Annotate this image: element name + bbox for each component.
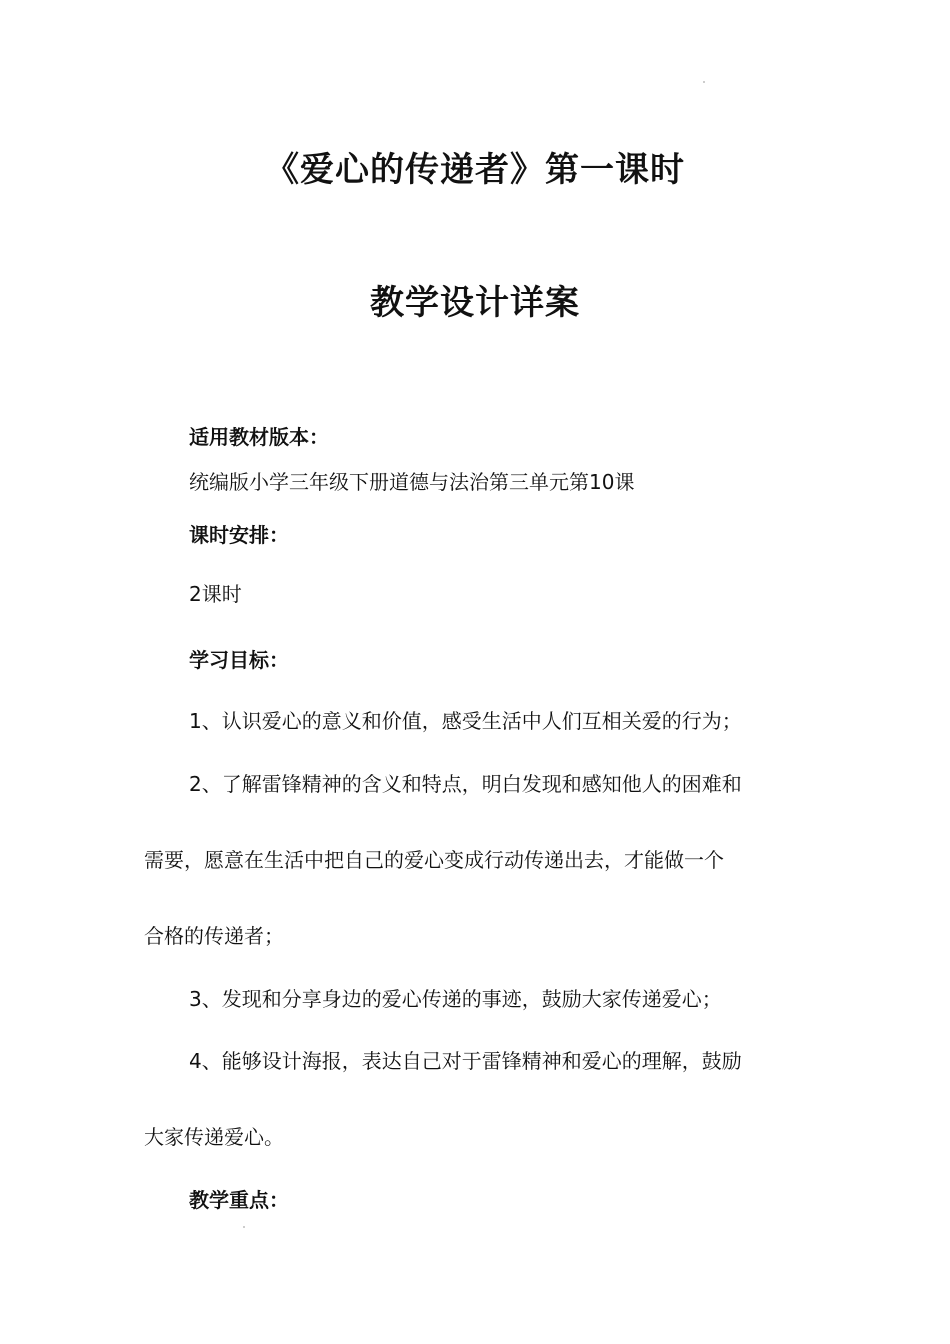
- schedule-value: 2课时: [189, 582, 242, 606]
- objective-item-2-line-1: 2、了解雷锋精神的含义和特点，明白发现和感知他人的困难和: [189, 772, 742, 796]
- objective-item-2-line-2: 需要，愿意在生活中把自己的爱心变成行动传递出去，才能做一个: [144, 848, 724, 872]
- scan-speck: [703, 81, 705, 83]
- key-points-label: 教学重点：: [189, 1188, 289, 1212]
- scan-speck: [243, 1226, 245, 1228]
- objective-item-2-line-3: 合格的传递者；: [144, 924, 284, 948]
- document-subtitle: 教学设计详案: [370, 283, 580, 323]
- objective-item-1: 1、认识爱心的意义和价值，感受生活中人们互相关爱的行为；: [189, 709, 742, 733]
- objective-item-4-line-2: 大家传递爱心。: [144, 1125, 284, 1149]
- textbook-value: 统编版小学三年级下册道德与法治第三单元第10课: [189, 470, 635, 494]
- objective-item-3: 3、发现和分享身边的爱心传递的事迹，鼓励大家传递爱心；: [189, 987, 722, 1011]
- textbook-label: 适用教材版本：: [189, 425, 329, 449]
- schedule-label: 课时安排：: [189, 523, 289, 547]
- objectives-label: 学习目标：: [189, 648, 289, 672]
- document-title: 《爱心的传递者》第一课时: [265, 150, 685, 190]
- objective-item-4-line-1: 4、能够设计海报，表达自己对于雷锋精神和爱心的理解，鼓励: [189, 1049, 742, 1073]
